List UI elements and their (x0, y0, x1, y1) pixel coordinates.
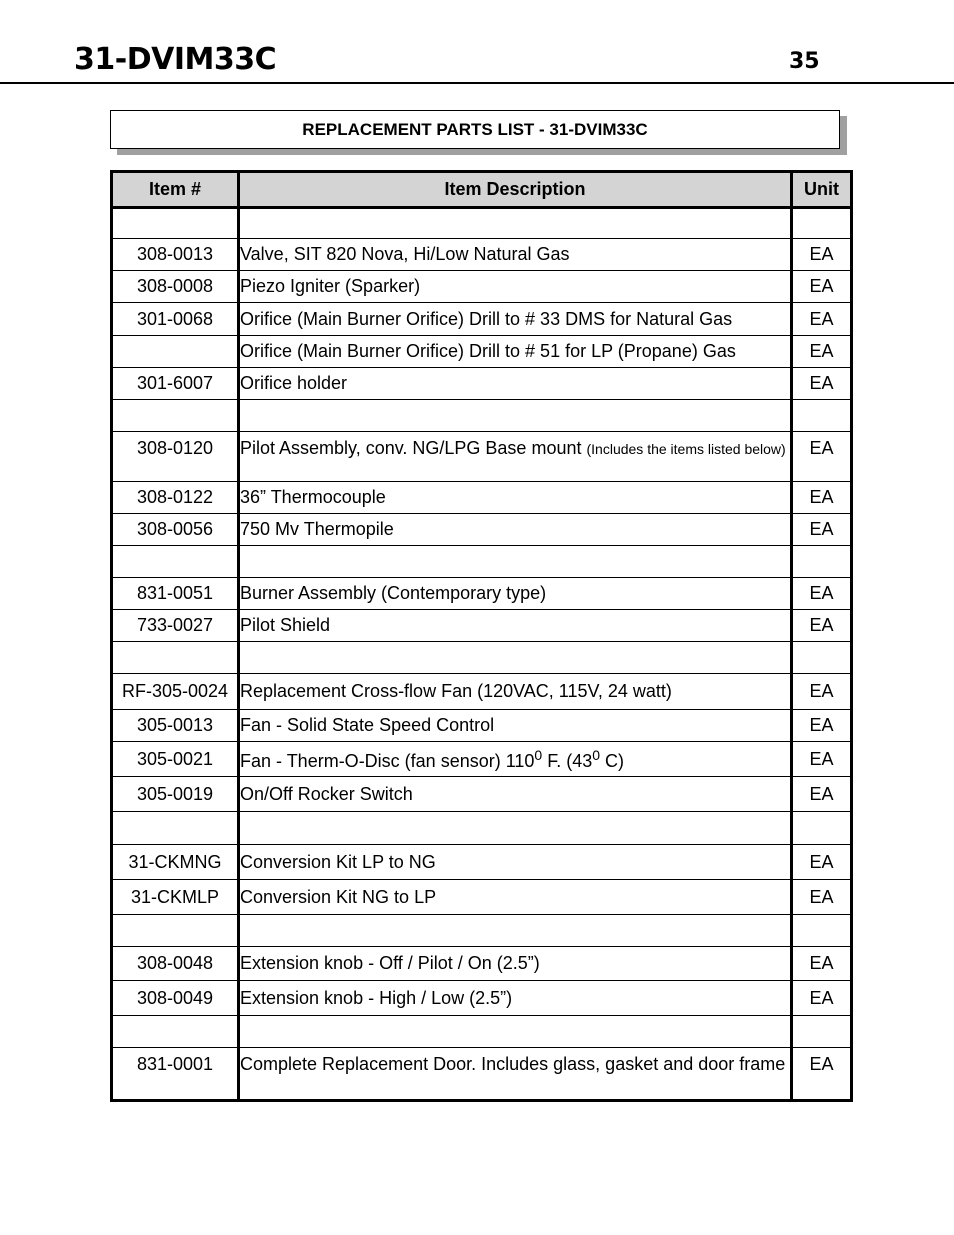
item-number: RF-305-0024 (112, 674, 239, 710)
table-row (112, 514, 852, 546)
table-row (112, 915, 852, 947)
table-row (112, 1016, 852, 1048)
item-unit: EA (792, 271, 852, 303)
item-description: Orifice holder (239, 368, 792, 400)
item-description (239, 812, 792, 845)
table-row (112, 271, 852, 303)
table-row (112, 947, 852, 981)
item-unit (792, 208, 852, 239)
desc-text: F. (43 (542, 750, 593, 771)
item-unit (792, 642, 852, 674)
degree-superscript: 0 (534, 746, 543, 763)
item-description: Valve, SIT 820 Nova, Hi/Low Natural Gas (239, 239, 792, 271)
item-number: 831-0051 (112, 578, 239, 610)
table-row (112, 432, 852, 482)
table-row (112, 610, 852, 642)
item-unit: EA (792, 947, 852, 981)
column-header-unit: Unit (792, 172, 852, 208)
item-number (112, 546, 239, 578)
item-description (239, 208, 792, 239)
item-number (112, 208, 239, 239)
item-unit: EA (792, 336, 852, 368)
section-title: REPLACEMENT PARTS LIST - 31-DVIM33C (302, 119, 648, 139)
table-row (112, 710, 852, 742)
item-description (239, 546, 792, 578)
item-description: Burner Assembly (Contemporary type) (239, 578, 792, 610)
item-number: 305-0013 (112, 710, 239, 742)
column-header-description: Item Description (239, 172, 792, 208)
item-unit: EA (792, 239, 852, 271)
degree-superscript: 0 (592, 746, 601, 763)
item-number: 308-0049 (112, 981, 239, 1016)
table-row (112, 777, 852, 812)
item-unit: EA (792, 742, 852, 777)
item-unit: EA (792, 303, 852, 336)
item-description: Extension knob - Off / Pilot / On (2.5”) (239, 947, 792, 981)
table-header-row (112, 172, 852, 208)
item-description: Orifice (Main Burner Orifice) Drill to # 51 for LP (Propane) Gas (239, 336, 792, 368)
document-title: 31-DVIM33C (74, 42, 277, 77)
table-row (112, 642, 852, 674)
table-row (112, 546, 852, 578)
item-unit: EA (792, 845, 852, 880)
item-number: 308-0056 (112, 514, 239, 546)
desc-text: C) (600, 750, 625, 771)
item-description-text: Pilot Assembly, conv. NG/LPG Base mount (240, 438, 582, 458)
item-description: Conversion Kit NG to LP (239, 880, 792, 915)
table-row (112, 208, 852, 239)
item-number: 308-0120 (112, 432, 239, 482)
table-row (112, 1048, 852, 1101)
item-description: 36” Thermocouple (239, 482, 792, 514)
desc-text: Fan - Therm-O-Disc (fan sensor) 110 (240, 750, 535, 771)
table-row (112, 336, 852, 368)
table-row (112, 845, 852, 880)
page-number: 35 (789, 49, 820, 74)
item-number: 31-CKMLP (112, 880, 239, 915)
item-unit: EA (792, 1048, 852, 1101)
column-header-item: Item # (112, 172, 239, 208)
item-number (112, 1016, 239, 1048)
item-description: Fan - Solid State Speed Control (239, 710, 792, 742)
item-number: 308-0048 (112, 947, 239, 981)
item-number: 308-0008 (112, 271, 239, 303)
item-description: Pilot Shield (239, 610, 792, 642)
header-divider (0, 82, 954, 84)
item-unit (792, 812, 852, 845)
table-row (112, 742, 852, 777)
item-description (239, 742, 792, 777)
item-unit: EA (792, 368, 852, 400)
table-row (112, 482, 852, 514)
item-number: 305-0021 (112, 742, 239, 777)
item-unit (792, 1016, 852, 1048)
item-number (112, 812, 239, 845)
item-unit (792, 400, 852, 432)
parts-table (110, 170, 853, 1102)
item-unit (792, 546, 852, 578)
item-description (239, 915, 792, 947)
item-number: 831-0001 (112, 1048, 239, 1101)
item-description: Extension knob - High / Low (2.5”) (239, 981, 792, 1016)
table-row (112, 981, 852, 1016)
item-unit: EA (792, 482, 852, 514)
item-number: 301-0068 (112, 303, 239, 336)
item-unit (792, 915, 852, 947)
item-unit: EA (792, 578, 852, 610)
item-number: 305-0019 (112, 777, 239, 812)
item-description-note: (Includes the items listed below) (586, 441, 786, 457)
item-number (112, 915, 239, 947)
table-row (112, 880, 852, 915)
item-description: Replacement Cross-flow Fan (120VAC, 115V, 24 watt) (239, 674, 792, 710)
item-unit: EA (792, 981, 852, 1016)
table-row (112, 400, 852, 432)
table-row (112, 578, 852, 610)
item-description: Conversion Kit LP to NG (239, 845, 792, 880)
item-number (112, 642, 239, 674)
item-unit: EA (792, 432, 852, 482)
item-number (112, 336, 239, 368)
table-row (112, 239, 852, 271)
item-description (239, 400, 792, 432)
item-unit: EA (792, 514, 852, 546)
table-row (112, 368, 852, 400)
table-row (112, 812, 852, 845)
item-description: Orifice (Main Burner Orifice) Drill to # 33 DMS for Natural Gas (239, 303, 792, 336)
item-unit: EA (792, 674, 852, 710)
table-row (112, 674, 852, 710)
item-unit: EA (792, 710, 852, 742)
item-number: 308-0122 (112, 482, 239, 514)
item-unit: EA (792, 880, 852, 915)
item-description: Complete Replacement Door. Includes glass, gasket and door frame (239, 1048, 792, 1101)
item-description (239, 1016, 792, 1048)
item-description (239, 432, 792, 482)
item-description: 750 Mv Thermopile (239, 514, 792, 546)
table-row (112, 303, 852, 336)
item-unit: EA (792, 777, 852, 812)
item-description (239, 642, 792, 674)
item-number: 308-0013 (112, 239, 239, 271)
section-title-box (110, 110, 840, 149)
item-number: 301-6007 (112, 368, 239, 400)
item-number: 733-0027 (112, 610, 239, 642)
item-unit: EA (792, 610, 852, 642)
item-description: On/Off Rocker Switch (239, 777, 792, 812)
item-description: Piezo Igniter (Sparker) (239, 271, 792, 303)
item-number (112, 400, 239, 432)
item-number: 31-CKMNG (112, 845, 239, 880)
